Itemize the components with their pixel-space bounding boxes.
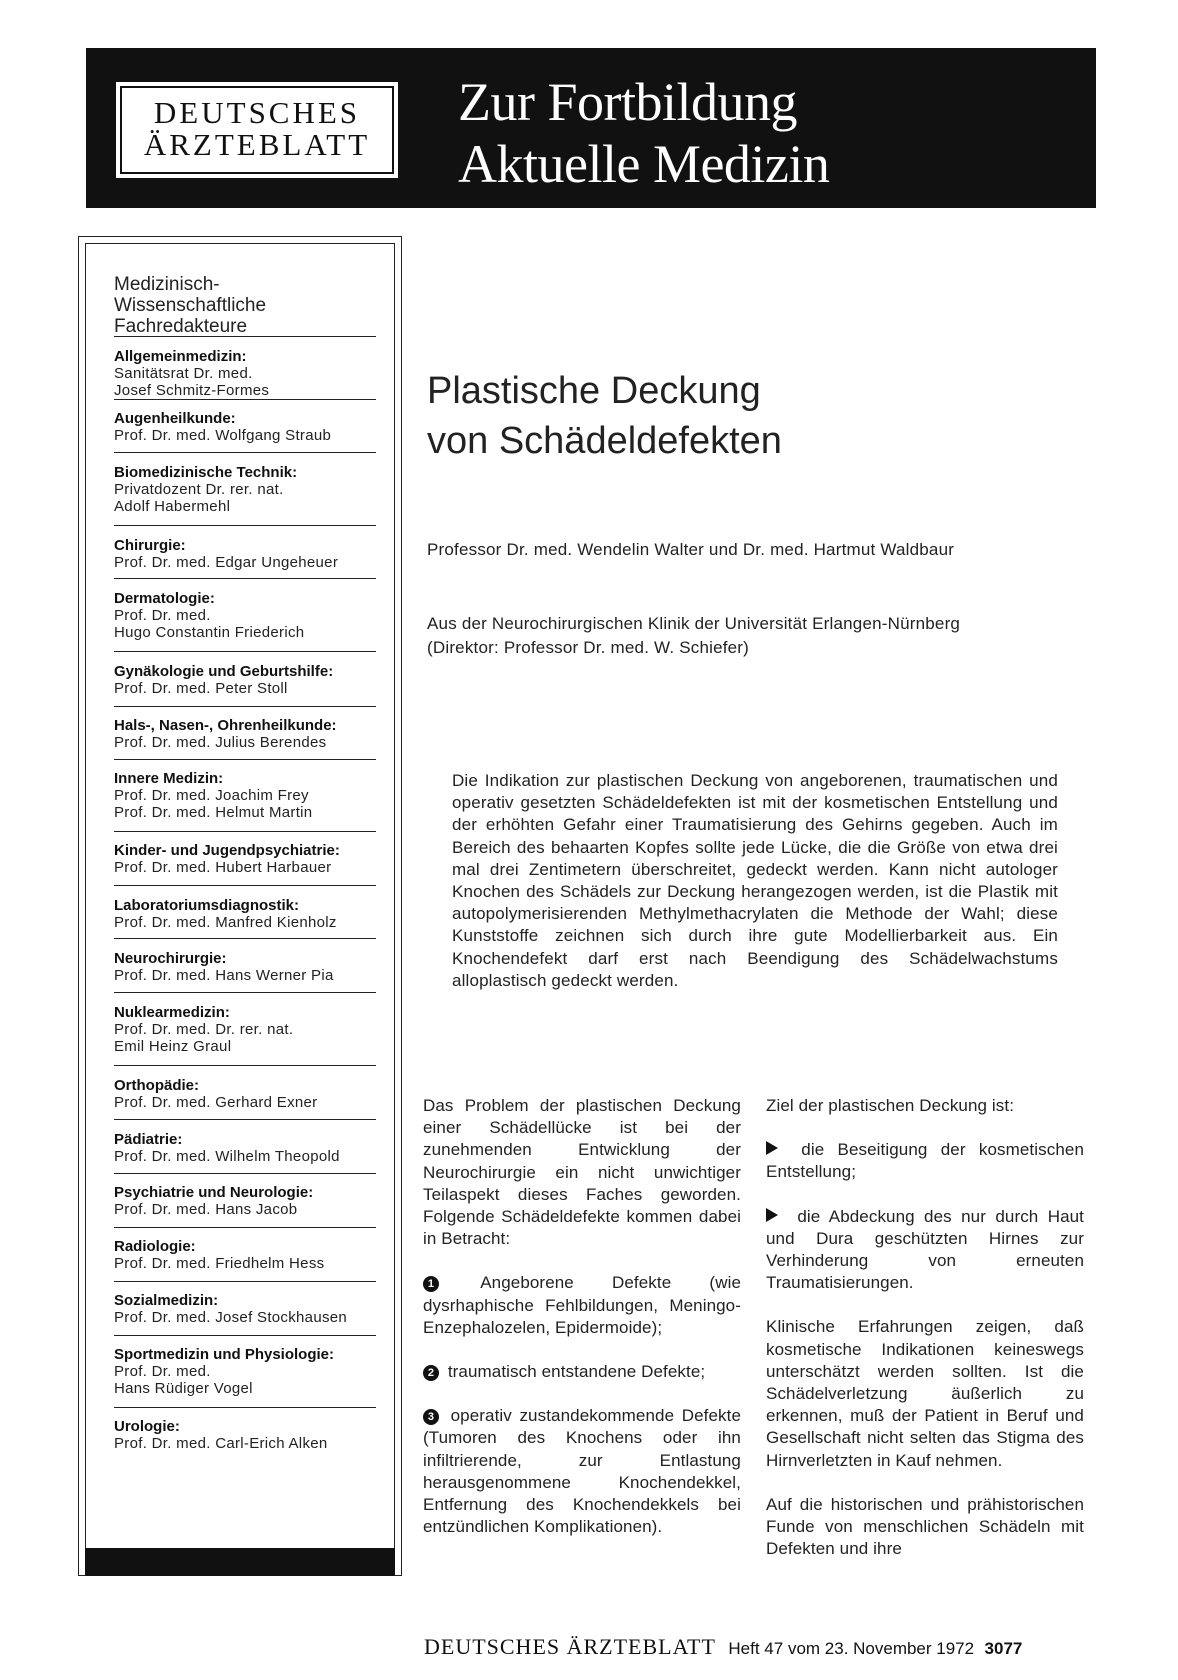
sidebar-editor-entry [114,897,394,931]
sidebar-editor-entry [114,842,394,876]
triangle-bullet-icon [766,1208,778,1222]
numbered-item [423,1272,741,1339]
sidebar-divider [114,399,376,400]
logo-line-2: ÄRZTEBLATT [143,127,371,162]
section-title-line-1: Zur Fortbildung [458,72,797,132]
triangle-bullet-icon [766,1141,778,1155]
department-name: Radiologie: [114,1238,196,1255]
sidebar-divider [114,1065,376,1066]
page-number: 3077 [984,1639,1023,1658]
department-name: Neurochirurgie: [114,950,227,967]
number-bullet-icon: 3 [423,1409,439,1425]
department-name: Pädiatrie: [114,1131,183,1148]
editor-name: Sanitätsrat Dr. med. [114,365,253,382]
article-abstract: Die Indikation zur plastischen Deckung von angeborenen, traumatischen und operativ gesetzten Schädeldefekten ist mit der kosmetischen Entstellung und der erhöhten Gefahr einer Traumatisierung des Gehirns gegeben. Auch im Bereich des behaarten Kopfes sollte jede Lücke, die die Größe von etwa drei mal drei Zentimetern überschreitet, gedeckt werden. Kann nicht autologer Knochen des Schädels zur Deckung herangezogen werden, ist die Plastik mit autopolymerisierenden Methylmethacrylaten die Methode der Wahl; diese Kunststoffe zeichnen sich durch ihre gute Modellierbarkeit aus. Ein Knochendefekt darf erst nach Beendigung des Schädelwachstums alloplastisch gedeckt werden. [452,771,1058,990]
department-name: Sportmedizin und Physiologie: [114,1346,335,1363]
editor-name: Prof. Dr. med. Dr. rer. nat. [114,1021,294,1038]
number-bullet-icon: 2 [423,1365,439,1381]
editor-name: Josef Schmitz-Formes [114,382,270,399]
sidebar-divider [114,525,376,526]
sidebar-heading-line: Medizinisch- [114,274,220,295]
sidebar-divider [114,992,376,993]
logo-line-1: DEUTSCHES [153,95,361,130]
sidebar-divider [114,1173,376,1174]
editor-name: Prof. Dr. med. Wolfgang Straub [114,427,332,444]
editor-name: Prof. Dr. med. Hans Werner Pia [114,967,334,984]
sidebar-divider [114,759,376,760]
page-footer [424,1634,1022,1660]
numbered-item [423,1405,741,1538]
numbered-item-text: Angeborene Defekte (wie dysrhaphische Fehlbildungen, Meningo-Enzephalozelen, Epidermoide); [423,1273,742,1337]
editor-name: Prof. Dr. med. Josef Stockhausen [114,1309,348,1326]
editor-name: Prof. Dr. med. Peter Stoll [114,680,288,697]
sidebar-editor-entry [114,1292,394,1326]
editor-name: Prof. Dr. med. [114,607,211,624]
editor-name: Adolf Habermehl [114,498,231,515]
editor-name: Prof. Dr. med. Manfred Kienholz [114,914,337,931]
sidebar-divider [114,1227,376,1228]
editors-sidebar [78,236,402,1576]
editor-name: Prof. Dr. med. Wilhelm Theopold [114,1148,340,1165]
journal-logo [116,82,398,178]
footer-journal-name: DEUTSCHES ÄRZTEBLATT [424,1634,716,1659]
numbered-item-text: operativ zustandekommende Defekte (Tumoren des Knochens oder ihn infiltrierende, zur Entlastung herausgenommene Knochendekkel, Entfernung des Knochendekkels bei entzündlichen Komplikationen). [423,1406,742,1537]
sidebar-editor-entry [114,1418,394,1452]
body-paragraph: Auf die historischen und prähistorischen Funde von menschlichen Schädeln mit Defekten und ihre [766,1494,1084,1559]
department-name: Kinder- und Jugendpsychiatrie: [114,842,340,859]
sidebar-divider [114,578,376,579]
sidebar-divider [114,1281,376,1282]
editor-name: Prof. Dr. med. Hans Jacob [114,1201,298,1218]
bullet-item-text: die Beseitigung der kosmetischen Entstellung; [766,1140,1084,1182]
sidebar-heading-line: Wissenschaftliche [114,295,267,316]
sidebar-editor-entry [114,537,394,571]
section-title-line-2: Aktuelle Medizin [458,134,830,194]
department-name: Psychiatrie und Neurologie: [114,1184,314,1201]
department-name: Orthopädie: [114,1077,199,1094]
editor-name: Prof. Dr. med. Julius Berendes [114,734,327,751]
sidebar-divider [114,706,376,707]
editor-name: Privatdozent Dr. rer. nat. [114,481,284,498]
sidebar-heading [114,274,394,337]
department-name: Urologie: [114,1418,180,1435]
department-name: Nuklearmedizin: [114,1004,230,1021]
bullet-item-text: die Abdeckung des nur durch Haut und Dura geschützten Hirnes zur Verhinderung von erneuten Traumatisierungen. [766,1206,1085,1293]
article-authors: Professor Dr. med. Wendelin Walter und Dr. med. Hartmut Waldbaur [427,540,955,559]
editor-name: Prof. Dr. med. [114,1363,211,1380]
sidebar-frame [85,243,395,1575]
editor-name: Prof. Dr. med. Edgar Ungeheuer [114,554,339,571]
sidebar-editor-entry [114,663,394,697]
department-name: Gynäkologie und Geburtshilfe: [114,663,334,680]
sidebar-editor-entry [114,1238,394,1272]
article-title [427,366,782,466]
article-title-line-1: Plastische Deckung [427,370,761,412]
sidebar-editor-entry [114,717,394,751]
sidebar-editor-entry [114,1077,394,1111]
sidebar-divider [114,885,376,886]
editor-name: Prof. Dr. med. Helmut Martin [114,804,313,821]
bullet-item [766,1139,1084,1183]
department-name: Sozialmedizin: [114,1292,219,1309]
sidebar-footer-bar [85,1548,395,1576]
sidebar-editor-entry [114,348,394,399]
editor-name: Prof. Dr. med. Carl-Erich Alken [114,1435,328,1452]
sidebar-editor-entry [114,1004,394,1055]
affiliation-line-2: (Direktor: Professor Dr. med. W. Schiefer) [427,638,750,657]
affiliation-line-1: Aus der Neurochirurgischen Klinik der Universität Erlangen-Nürnberg [427,614,961,633]
bullet-item [766,1206,1084,1295]
sidebar-editor-entry [114,410,394,444]
body-paragraph: Klinische Erfahrungen zeigen, daß kosmetische Indikationen keineswegs unterschätzt werden sollten. Ist die Schädelverletzung äußerlich zu erkennen, muß der Patient in Beruf und Gesellschaft nicht selten das Stigma des Hirnverletzten in Kauf nehmen. [766,1317,1084,1470]
numbered-item-text: traumatisch entstandene Defekte; [447,1362,706,1382]
editor-name: Prof. Dr. med. Hubert Harbauer [114,859,332,876]
editor-name: Prof. Dr. med. Joachim Frey [114,787,309,804]
department-name: Dermatologie: [114,590,215,607]
editor-name: Hugo Constantin Friederich [114,624,305,641]
header-banner [86,48,1096,208]
department-name: Biomedizinische Technik: [114,464,298,481]
editor-name: Emil Heinz Graul [114,1038,232,1055]
sidebar-editor-entry [114,950,394,984]
department-name: Hals-, Nasen-, Ohrenheilkunde: [114,717,337,734]
body-paragraph: Das Problem der plastischen Deckung einer Schädellücke ist bei der zunehmenden Entwicklung der Neurochirurgie ein nicht unwichtiger Teilaspekt dieses Faches geworden. Folgende Schädeldefekte kommen dabei in Betracht: [423,1096,741,1249]
sidebar-editor-entry [114,1184,394,1218]
department-name: Augenheilkunde: [114,410,236,427]
sidebar-editor-entry [114,1346,394,1397]
number-bullet-icon: 1 [423,1276,439,1292]
body-column-left [423,1095,741,1560]
sidebar-editor-entry [114,590,394,641]
sidebar-divider [114,651,376,652]
department-name: Chirurgie: [114,537,186,554]
sidebar-divider [114,1335,376,1336]
article-affiliation [427,612,960,660]
article-title-line-2: von Schädeldefekten [427,420,782,462]
sidebar-divider [114,831,376,832]
editor-name: Prof. Dr. med. Friedhelm Hess [114,1255,325,1272]
department-name: Allgemeinmedizin: [114,348,247,365]
body-column-right [766,1095,1084,1582]
sidebar-heading-line: Fachredakteure [114,316,248,337]
footer-issue: Heft 47 vom 23. November 1972 [728,1639,975,1658]
department-name: Laboratoriumsdiagnostik: [114,897,300,914]
sidebar-divider [114,452,376,453]
sidebar-divider [114,938,376,939]
editor-name: Prof. Dr. med. Gerhard Exner [114,1094,318,1111]
department-name: Innere Medizin: [114,770,224,787]
sidebar-divider [114,1119,376,1120]
sidebar-divider [114,336,376,337]
sidebar-editor-entry [114,770,394,821]
sidebar-divider [114,1407,376,1408]
sidebar-editor-entry [114,464,394,515]
sidebar-editor-entry [114,1131,394,1165]
editor-name: Hans Rüdiger Vogel [114,1380,253,1397]
body-paragraph: Ziel der plastischen Deckung ist: [766,1096,1015,1115]
numbered-item [423,1361,741,1383]
